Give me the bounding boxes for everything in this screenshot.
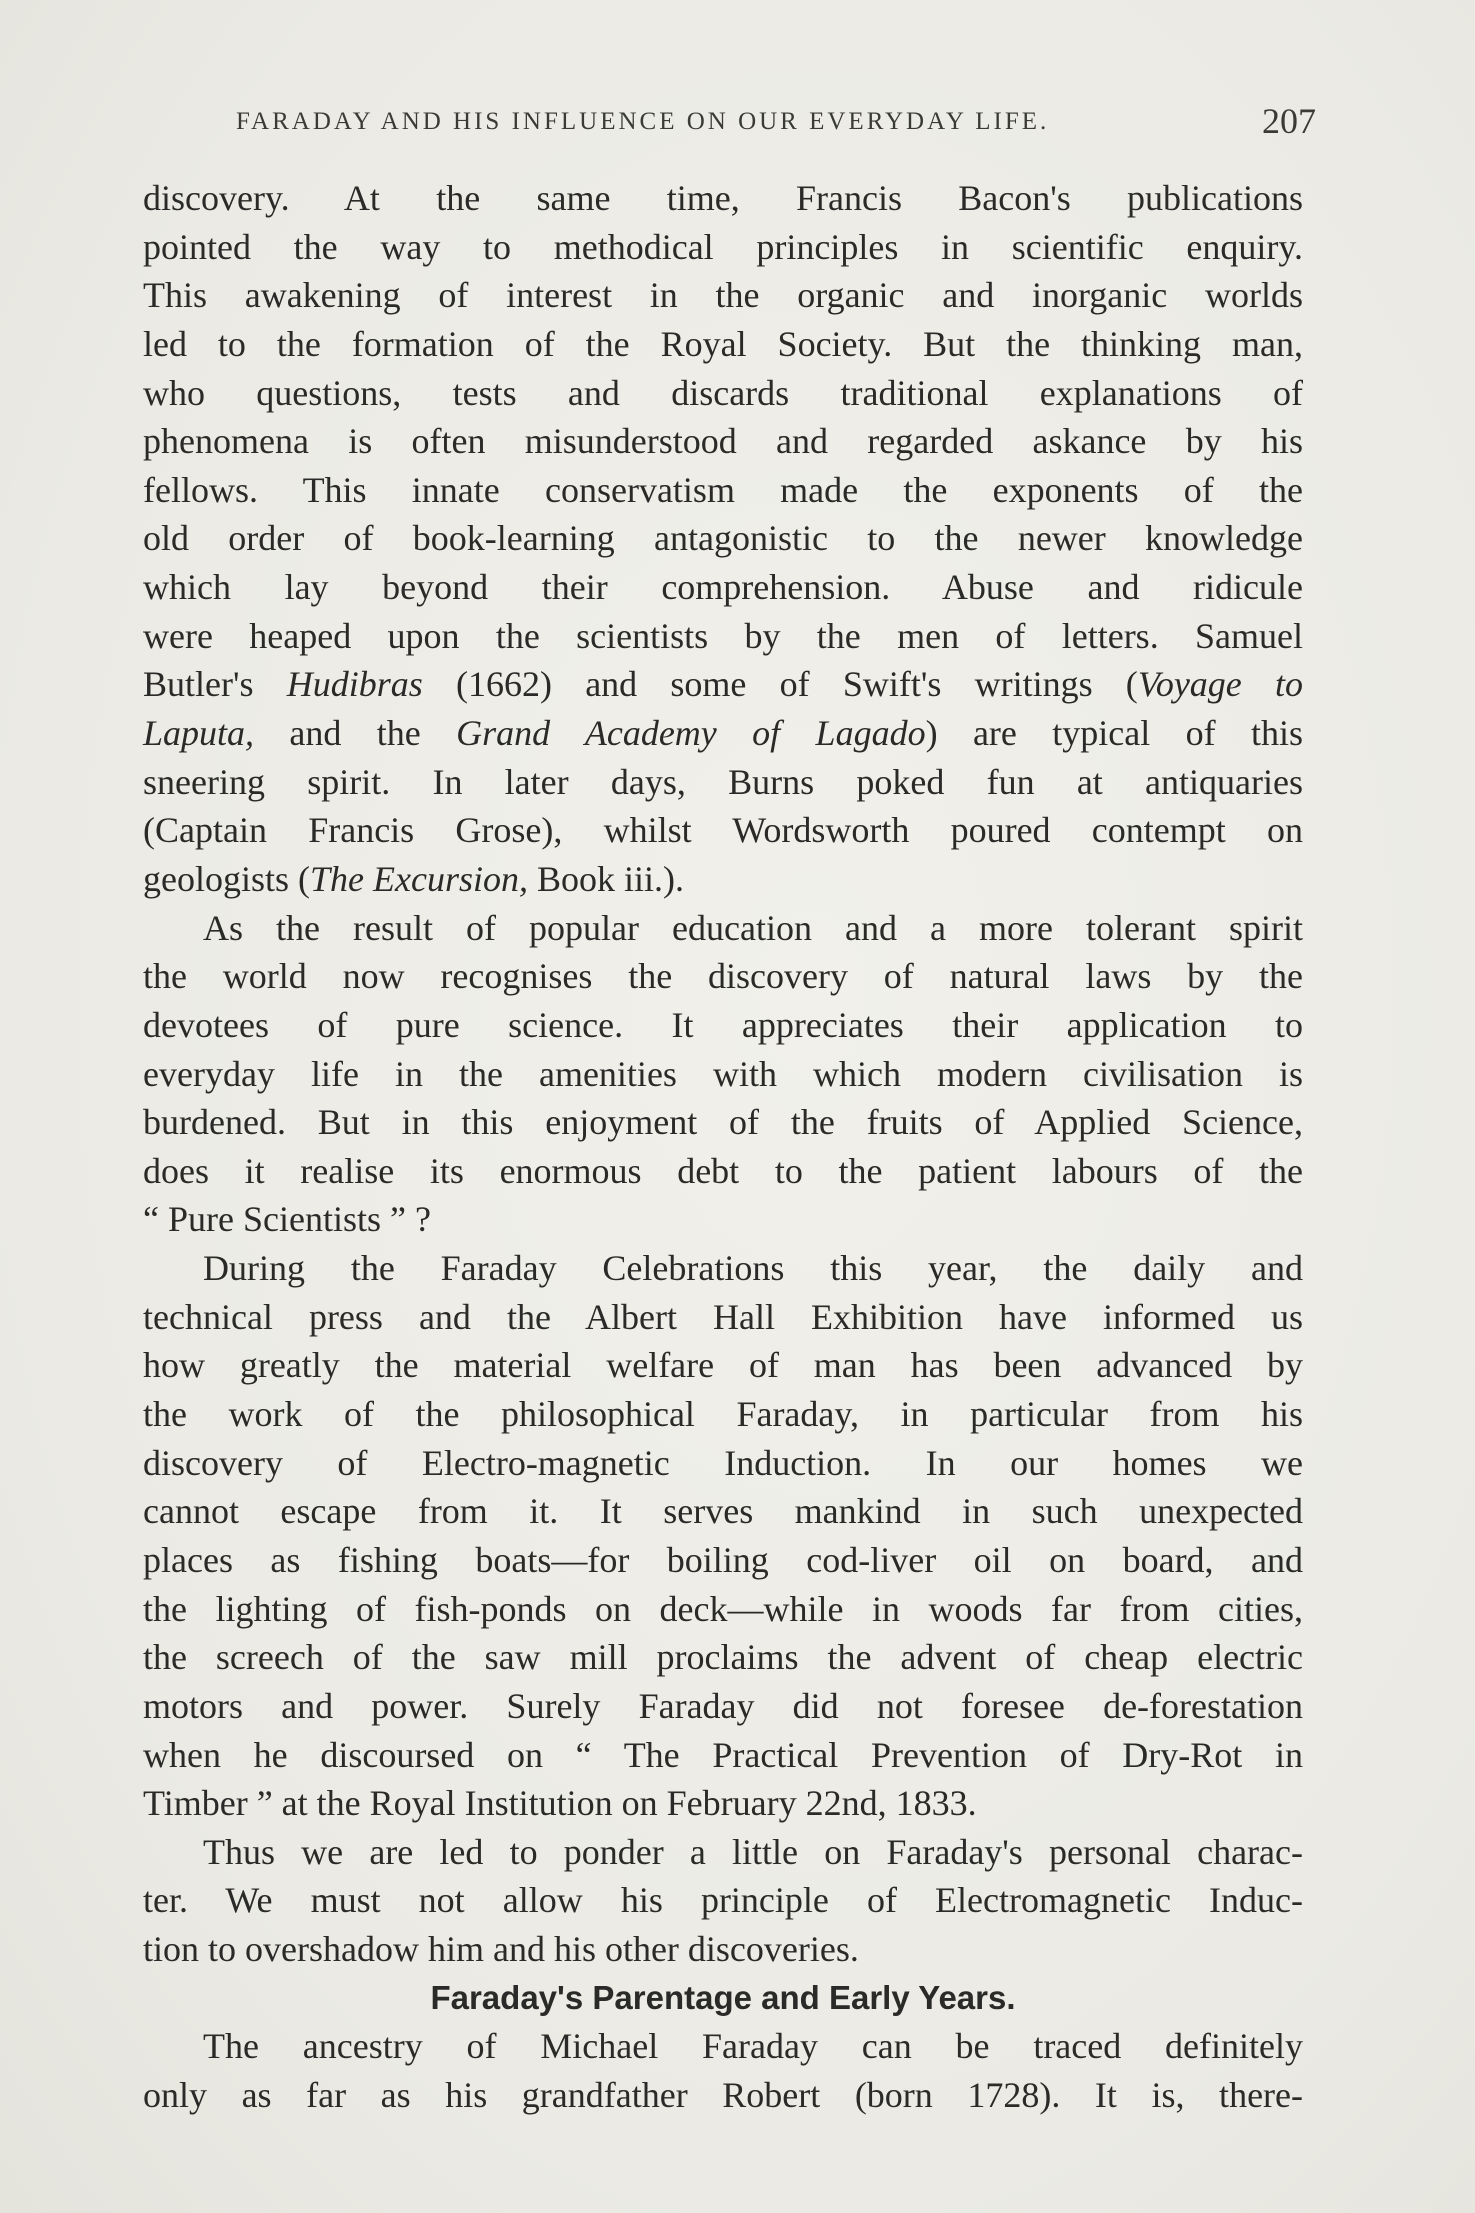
text-line: places as fishing boats—for boiling cod-liver oil on board, and bbox=[143, 1539, 1303, 1580]
text-line: Timber ” at the Royal Institution on February 22nd, 1833. bbox=[143, 1783, 977, 1824]
text-line: the work of the philosophical Faraday, in particular from his bbox=[143, 1394, 1303, 1435]
text-run: Book iii.). bbox=[527, 858, 684, 899]
book-title: The Excursion, bbox=[310, 858, 528, 899]
text-line: which lay beyond their comprehension. Abuse and ridicule bbox=[143, 567, 1303, 608]
text-line: discovery of Electro-magnetic Induction. In our homes we bbox=[143, 1442, 1303, 1483]
running-head bbox=[236, 100, 1316, 150]
text-line: tion to overshadow him and his other discoveries. bbox=[143, 1929, 859, 1970]
text-run: ) are typical of this bbox=[925, 713, 1303, 754]
book-title: Laputa, bbox=[143, 713, 255, 754]
book-title: Grand Academy of Lagado bbox=[456, 713, 926, 754]
text-line: ter. We must not allow his principle of Electromagnetic Induc- bbox=[143, 1880, 1303, 1921]
text-line: “ Pure Scientists ” ? bbox=[143, 1199, 431, 1240]
text-run: Butler's bbox=[143, 664, 287, 705]
text-line: As the result of popular education and a more tolerant spirit bbox=[203, 907, 1303, 948]
text-line: Thus we are led to ponder a little on Faraday's personal charac- bbox=[203, 1831, 1303, 1872]
section-heading: Faraday's Parentage and Early Years. bbox=[430, 1978, 1016, 2016]
text-line: devotees of pure science. It appreciates their application to bbox=[143, 1004, 1303, 1045]
text-line: old order of book-learning antagonistic to the newer knowledge bbox=[143, 518, 1303, 559]
book-title: Voyage to bbox=[1137, 664, 1304, 705]
text-line: technical press and the Albert Hall Exhibition have informed us bbox=[143, 1296, 1303, 1337]
text-line: who questions, tests and discards traditional explanations of bbox=[143, 372, 1303, 413]
text-line: cannot escape from it. It serves mankind in such unexpected bbox=[143, 1491, 1303, 1532]
text-line: pointed the way to methodical principles in scientific enquiry. bbox=[143, 226, 1303, 267]
text-line: how greatly the material welfare of man has been advanced by bbox=[143, 1345, 1303, 1386]
text-line: led to the formation of the Royal Society. But the thinking man, bbox=[143, 323, 1303, 364]
book-title: Hudibras bbox=[286, 664, 423, 705]
text-line: The ancestry of Michael Faraday can be traced definitely bbox=[203, 2026, 1303, 2067]
text-line: everyday life in the amenities with which modern civilisation is bbox=[143, 1053, 1303, 1094]
text-run: (1662) and some of Swift's writings ( bbox=[422, 664, 1138, 705]
text-line: the lighting of fish-ponds on deck—while in woods far from cities, bbox=[143, 1588, 1303, 1629]
page-number: 207 bbox=[1262, 101, 1316, 141]
text-line: sneering spirit. In later days, Burns poked fun at antiquaries bbox=[143, 761, 1303, 802]
text-line: does it realise its enormous debt to the patient labours of the bbox=[143, 1150, 1303, 1191]
text-line: only as far as his grandfather Robert (born 1728). It is, there- bbox=[143, 2074, 1303, 2115]
text-run: geologists ( bbox=[143, 858, 310, 899]
text-line: discovery. At the same time, Francis Bacon's publications bbox=[143, 178, 1303, 218]
running-title: FARADAY AND HIS INFLUENCE ON OUR EVERYDAY LIFE. bbox=[236, 108, 1050, 135]
text-line: when he discoursed on “ The Practical Prevention of Dry-Rot in bbox=[143, 1734, 1303, 1775]
text-line: the screech of the saw mill proclaims the advent of cheap electric bbox=[143, 1637, 1303, 1678]
text-line bbox=[143, 660, 1303, 709]
text-line: phenomena is often misunderstood and regarded askance by his bbox=[143, 421, 1303, 462]
body-text bbox=[143, 174, 1303, 2120]
text-line: were heaped upon the scientists by the men of letters. Samuel bbox=[143, 615, 1303, 656]
text-line: (Captain Francis Grose), whilst Wordsworth poured contempt on bbox=[143, 810, 1303, 851]
text-line: burdened. But in this enjoyment of the fruits of Applied Science, bbox=[143, 1102, 1303, 1143]
text-run: and the bbox=[254, 713, 457, 754]
text-line: motors and power. Surely Faraday did not foresee de-forestation bbox=[143, 1685, 1303, 1726]
text-line bbox=[143, 709, 1303, 758]
text-line: This awakening of interest in the organic and inorganic worlds bbox=[143, 275, 1303, 316]
text-line bbox=[143, 855, 1303, 904]
text-line: fellows. This innate conservatism made the exponents of the bbox=[143, 469, 1303, 510]
text-line: During the Faraday Celebrations this year, the daily and bbox=[203, 1248, 1303, 1289]
text-line: the world now recognises the discovery of natural laws by the bbox=[143, 956, 1303, 997]
